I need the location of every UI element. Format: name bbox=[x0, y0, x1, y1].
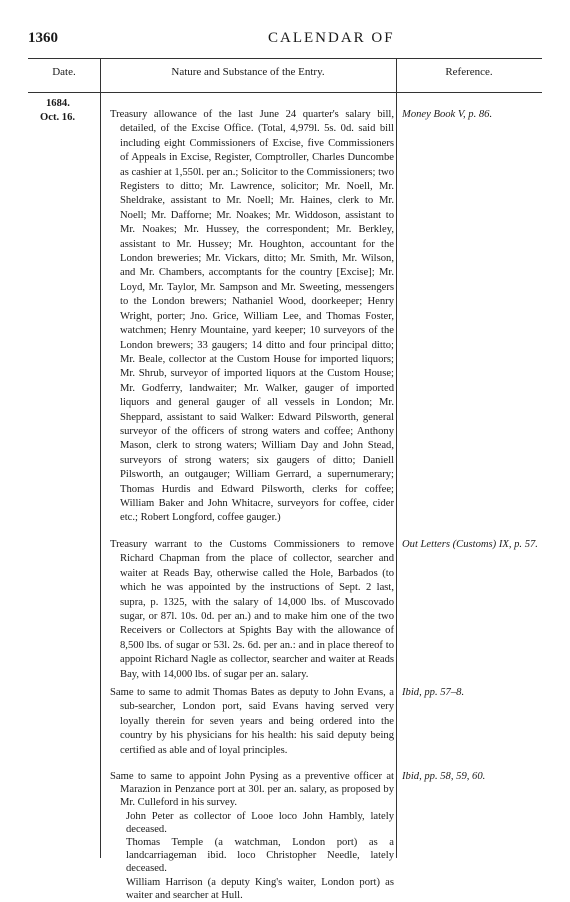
entry-paragraph: Treasury warrant to the Customs Commissioners to remove Richard Chapman from the place of collector, searcher and waiter at Reads Bay, otherwise called the Hole, Barbados (to which he was appointed by the instructions of Sept. 2 last, supra, p. 1325, with the salary of 14,000 lbs. of Muscovado sugar, or 87l. 10s. 0d. per an.) and to make him one of the two Receivers or Collectors at Spights Bay with the allowance of 8,500 lbs. of sugar or 53l. 2s. 6d. per an.: and in place thereof to appoint Richard Nagle as collector, searcher and waiter at Reads Bay, with 14,000 lbs. of sugar per an. salary. bbox=[110, 539, 394, 680]
entry-text bbox=[110, 108, 394, 526]
column-header-nature: Nature and Substance of the Entry. bbox=[171, 66, 325, 78]
running-title: CALENDAR OF bbox=[268, 30, 395, 46]
entry-year: 1684. bbox=[46, 98, 70, 109]
entry-text bbox=[110, 686, 394, 758]
entry-sub-paragraph: Thomas Temple (a watchman, London port) as a landcarriageman ibid. loco Christopher Needle, lately deceased. bbox=[126, 837, 394, 875]
entry-paragraph: Treasury allowance of the last June 24 quarter's salary bill, detailed, of the Excise Office. (Total, 4,979l. 5s. 0d. said bill including eight Commissioners of Excise, five Commissioners of Appeals in Excise, Register, Comptroller, Charles Duncombe as cashier at 1,550l. per an.; Solicitor to the Commissioners; two Registers to ditto; Mr. Lawrence, solicitor; Mr. Noell, Mr. Sheldrake, assistant to Mr. Noell; Mr. Haines, clerk to Mr. Noell; Mr. Dafforne; Mr. Noakes; Mr. Widdoson, assistant to Mr. Noakes; Mr. Hussey, the correspondent; Mr. Berkley, assistant to Mr. Hussey; Mr. Houghton, accountant for the London breweries; Mr. Vickars, ditto; Mr. Smith, Mr. Wilson, and Mr. Chambers, accomptants for the country [Excise]; Mr. Loyd, Mr. Taylor, Mr. Sampson and Mr. Sweeting, messengers to the London brewers; Nathaniel Wood, doorkeeper; Henry Wright, porter; Jno. Grice, William Lee, and Thomas Foster, watchmen; Henry Mountaine, yard keeper; 10 surveyors of the London brewers; 33 gaugers; 14 ditto and four principal ditto; Mr. Beale, collector at the Custom House for imported liquors; Mr. Shrub, surveyor of imported liquors at the Custom House; Mr. Godferry, landwaiter; Mr. Walker, gauger of imported liquors and general gauger of all vessels in London; Mr. Sheppard, assistant to said Walker: Edward Pilsworth, general surveyor of the officers of strong waters and coffee; Anthony Mason, clerk to strong waters; William Day and John Stead, surveyors of strong waters; six gaugers of ditto; Daniell Pilsworth, an outgauger; William Gerrard, a supernumerary; Thomas Hurdis and Edward Pilsworth, clerks for coffee; William Baker and John Whitacre, surveyors for coffee, cider etc.; Robert Longford, coffee gauger.) bbox=[110, 109, 394, 524]
table-top-rule bbox=[28, 58, 542, 59]
page-number: 1360 bbox=[28, 30, 58, 46]
column-divider-left bbox=[100, 58, 101, 858]
entry-text bbox=[110, 538, 394, 682]
entry-date: Oct. 16. bbox=[40, 112, 76, 123]
entry-paragraph: Same to same to appoint John Pysing as a preventive officer at Marazion in Penzance port at 30l. per an. salary, as proposed by Mr. Culleford in his survey. bbox=[110, 771, 394, 809]
entry-paragraph: Same to same to admit Thomas Bates as deputy to John Evans, a sub-searcher, London port, said Evans having served very loyally therein for seven years and being ordered into the country by his physicians for his health: his said deputy being certified as able and of loyal principles. bbox=[110, 687, 394, 756]
column-header-reference: Reference. bbox=[445, 66, 493, 78]
table-header-rule bbox=[28, 92, 542, 93]
entry-sub-paragraph: William Harrison (a deputy King's waiter, London port) as waiter and searcher at Hull. bbox=[126, 876, 394, 901]
entry-sub-paragraph: John Peter as collector of Looe loco John Hambly, lately deceased. bbox=[126, 810, 394, 835]
column-divider-right bbox=[396, 58, 397, 858]
entry-reference: Money Book V, p. 86. bbox=[402, 109, 493, 120]
page-header bbox=[28, 30, 538, 56]
column-header-date: Date. bbox=[52, 66, 76, 78]
entry-reference: Ibid, pp. 57–8. bbox=[402, 687, 465, 698]
entry-text bbox=[110, 770, 394, 902]
entry-reference: Ibid, pp. 58, 59, 60. bbox=[402, 771, 486, 782]
entry-reference: Out Letters (Customs) IX, p. 57. bbox=[402, 539, 538, 550]
